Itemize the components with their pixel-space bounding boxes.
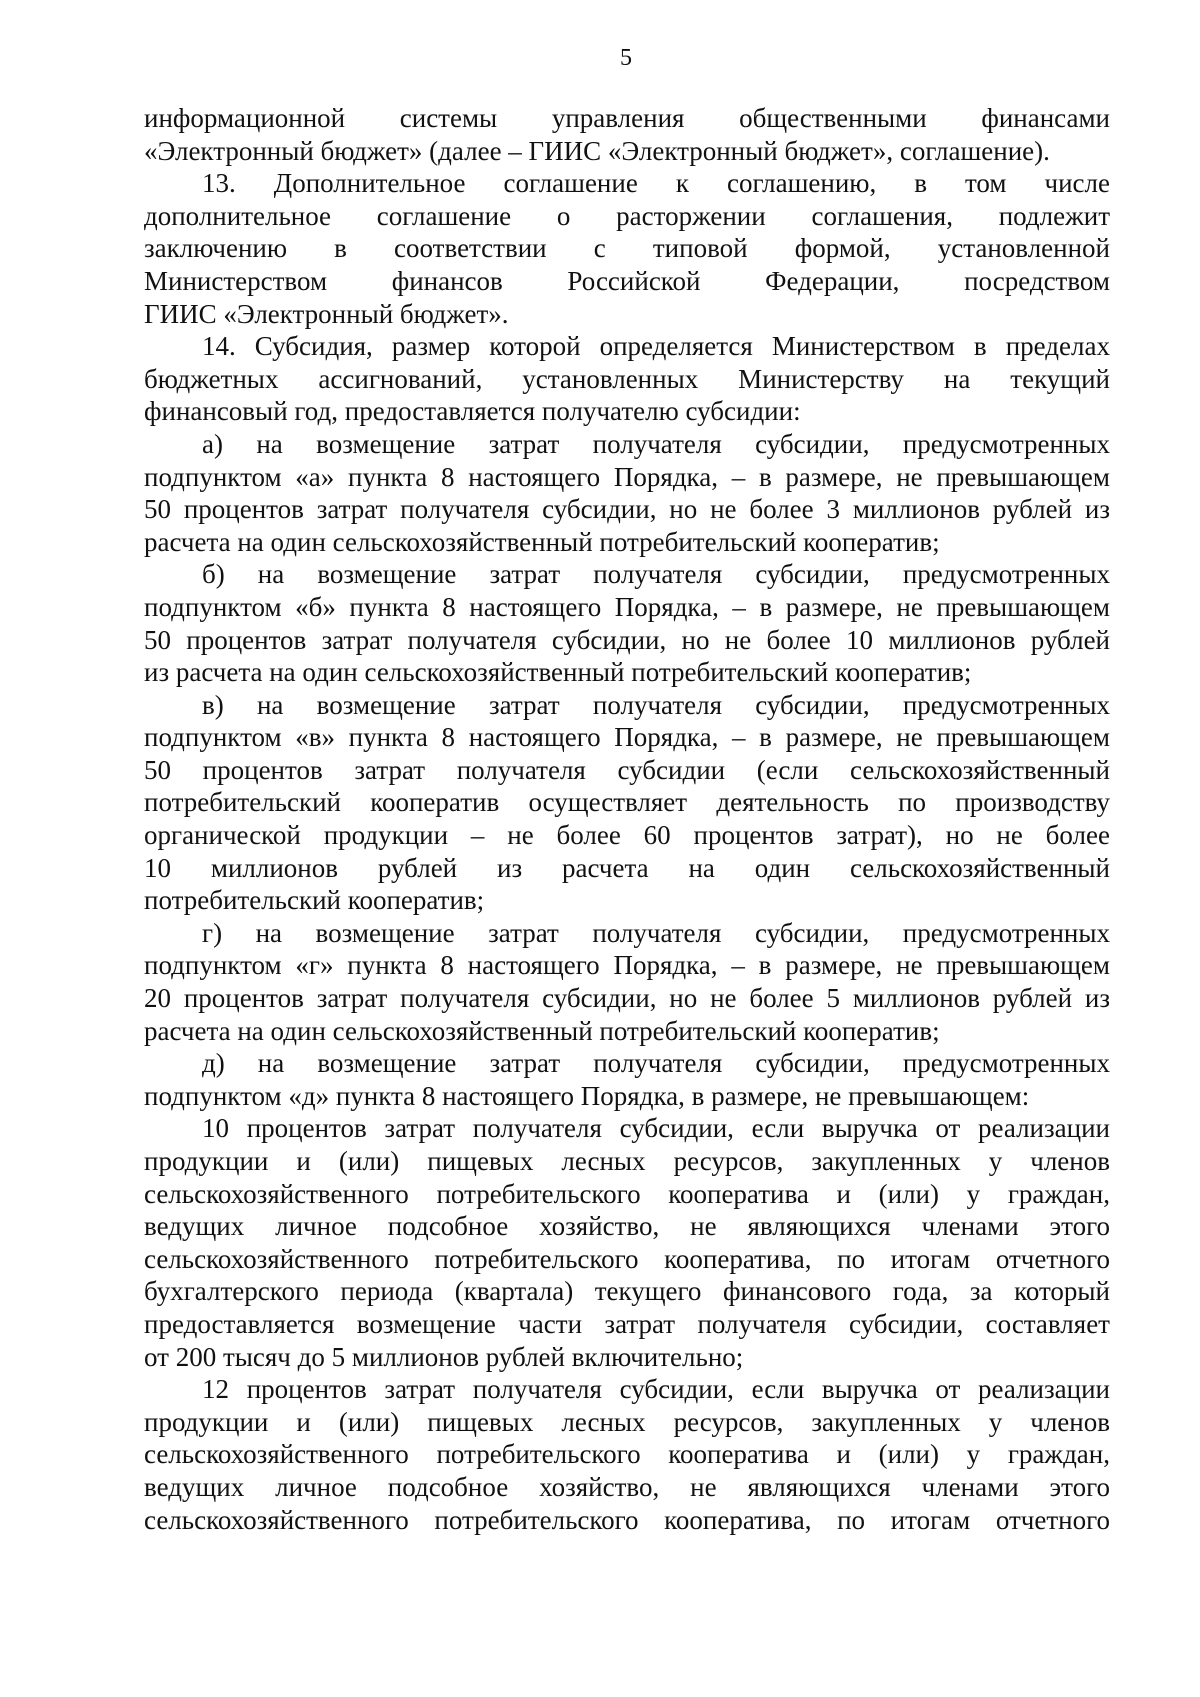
text-line: предоставляется возмещение части затрат получателя субсидии, составляет <box>144 1308 1110 1339</box>
text-line: бухгалтерского периода (квартала) текущего финансового года, за который <box>144 1276 1110 1307</box>
text-line: 50 процентов затрат получателя субсидии, но не более 3 миллионов рублей из <box>144 494 1110 525</box>
text-line: ГИИС «Электронный бюджет». <box>144 298 509 329</box>
text-line: «Электронный бюджет» (далее – ГИИС «Электронный бюджет», соглашение). <box>144 135 1050 166</box>
text-line: в) на возмещение затрат получателя субсидии, предусмотренных <box>202 689 1110 720</box>
page-number: 5 <box>620 45 632 71</box>
paragraph <box>144 1112 1110 1373</box>
text-line: г) на возмещение затрат получателя субсидии, предусмотренных <box>202 917 1110 948</box>
text-line: подпунктом «г» пункта 8 настоящего Порядка, – в размере, не превышающем <box>144 950 1110 981</box>
text-line: подпунктом «б» пункта 8 настоящего Порядка, – в размере, не превышающем <box>144 591 1110 622</box>
paragraph <box>144 167 1110 330</box>
document-body <box>144 102 1110 1536</box>
text-line: сельскохозяйственного потребительского кооператива и (или) у граждан, <box>144 1178 1110 1209</box>
text-line: 10 миллионов рублей из расчета на один сельскохозяйственный <box>144 852 1110 883</box>
text-line: расчета на один сельскохозяйственный потребительский кооператив; <box>144 1015 940 1046</box>
text-line: сельскохозяйственного потребительского кооператива, по итогам отчетного <box>144 1504 1110 1535</box>
text-line: д) на возмещение затрат получателя субсидии, предусмотренных <box>202 1048 1110 1079</box>
text-line: 50 процентов затрат получателя субсидии (если сельскохозяйственный <box>144 754 1110 785</box>
paragraph <box>144 558 1110 688</box>
text-line: от 200 тысяч до 5 миллионов рублей включительно; <box>144 1341 744 1372</box>
text-line: сельскохозяйственного потребительского кооператива, по итогам отчетного <box>144 1243 1110 1274</box>
paragraph <box>144 1047 1110 1112</box>
text-line: финансовый год, предоставляется получателю субсидии: <box>144 396 801 427</box>
paragraph <box>144 102 1110 167</box>
paragraph <box>144 1373 1110 1536</box>
text-line: 50 процентов затрат получателя субсидии, но не более 10 миллионов рублей <box>144 624 1110 655</box>
text-line: сельскохозяйственного потребительского кооператива и (или) у граждан, <box>144 1439 1110 1470</box>
text-line: 20 процентов затрат получателя субсидии, но не более 5 миллионов рублей из <box>144 983 1110 1014</box>
text-line: подпунктом «д» пункта 8 настоящего Порядка, в размере, не превышающем: <box>144 1080 1030 1111</box>
text-line: из расчета на один сельскохозяйственный потребительский кооператив; <box>144 657 972 688</box>
text-line: 14. Субсидия, размер которой определяется Министерством в пределах <box>202 331 1110 362</box>
text-line: ведущих личное подсобное хозяйство, не являющихся членами этого <box>144 1211 1110 1242</box>
paragraph <box>144 689 1110 917</box>
paragraph <box>144 330 1110 428</box>
text-line: подпунктом «а» пункта 8 настоящего Порядка, – в размере, не превышающем <box>144 461 1110 492</box>
text-line: органической продукции – не более 60 процентов затрат), но не более <box>144 820 1110 851</box>
text-line: дополнительное соглашение о расторжении соглашения, подлежит <box>144 200 1110 231</box>
text-line: потребительский кооператив осуществляет деятельность по производству <box>144 787 1110 818</box>
text-line: а) на возмещение затрат получателя субсидии, предусмотренных <box>202 428 1110 459</box>
text-line: 13. Дополнительное соглашение к соглашению, в том числе <box>202 168 1110 199</box>
text-line: 12 процентов затрат получателя субсидии, если выручка от реализации <box>202 1374 1110 1405</box>
text-line: бюджетных ассигнований, установленных Министерству на текущий <box>144 363 1110 394</box>
text-line: потребительский кооператив; <box>144 885 485 916</box>
text-line: заключению в соответствии с типовой формой, установленной <box>144 233 1110 264</box>
text-line: расчета на один сельскохозяйственный потребительский кооператив; <box>144 526 940 557</box>
text-line: б) на возмещение затрат получателя субсидии, предусмотренных <box>202 559 1110 590</box>
text-line: ведущих личное подсобное хозяйство, не являющихся членами этого <box>144 1471 1110 1502</box>
text-line: 10 процентов затрат получателя субсидии, если выручка от реализации <box>202 1113 1110 1144</box>
text-line: продукции и (или) пищевых лесных ресурсов, закупленных у членов <box>144 1146 1110 1176</box>
text-line: Министерством финансов Российской Федерации, посредством <box>144 265 1110 296</box>
text-line: продукции и (или) пищевых лесных ресурсов, закупленных у членов <box>144 1406 1110 1437</box>
text-line: подпунктом «в» пункта 8 настоящего Порядка, – в размере, не превышающем <box>144 722 1110 753</box>
paragraph <box>144 917 1110 1047</box>
paragraph <box>144 428 1110 558</box>
text-line: информационной системы управления общественными финансами <box>144 103 1110 133</box>
